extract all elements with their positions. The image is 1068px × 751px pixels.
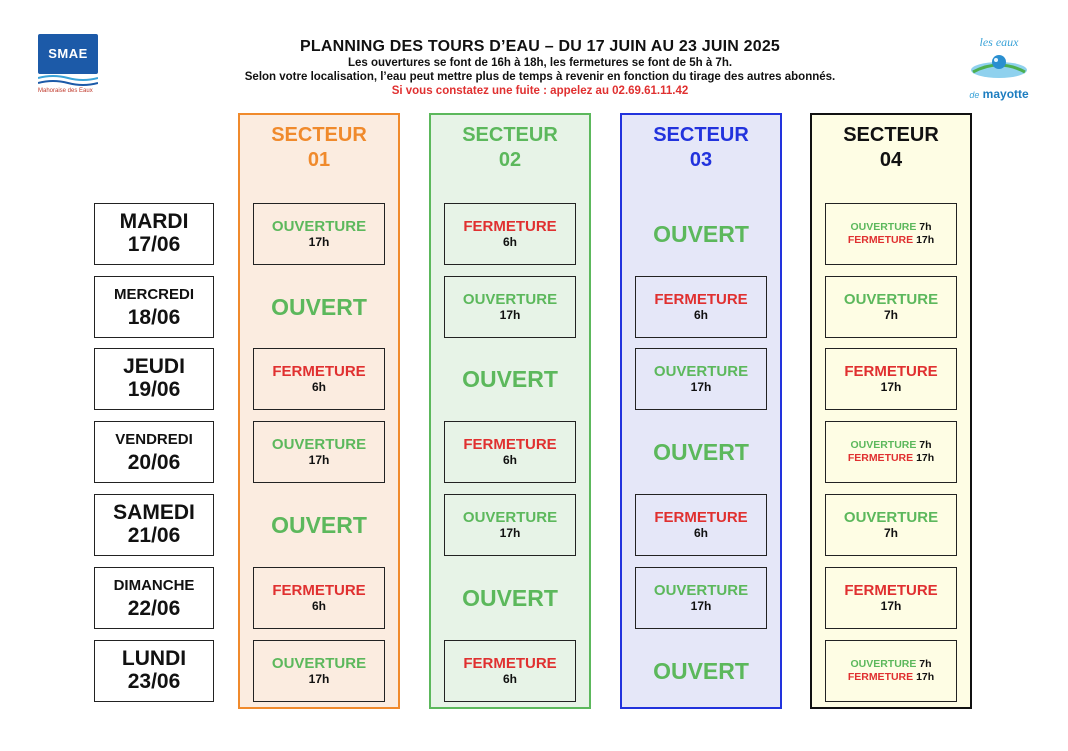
schedule-cell-double <box>825 421 957 483</box>
status-ouvert: OUVERT <box>653 439 749 465</box>
schedule-cell-fermeture <box>635 494 767 556</box>
schedule-cell-fermeture <box>444 640 576 702</box>
ouverture-hour: 7h <box>919 658 932 670</box>
schedule-cell-ouverture <box>253 203 385 265</box>
day-date: 22/06 <box>127 597 181 620</box>
ouverture-label: OUVERTURE <box>843 509 939 526</box>
smae-tagline: Mahoraise des Eaux <box>38 88 93 94</box>
day-name: JEUDI <box>123 355 185 378</box>
day-date: 21/06 <box>127 524 181 547</box>
leak-alert: Si vous constatez une fuite : appelez au 02.69.61.11.42 <box>391 85 689 97</box>
schedule-cell-double <box>825 640 957 702</box>
sector-number: 03 <box>689 149 713 171</box>
fermeture-hour: 6h <box>693 308 708 322</box>
day-date: 17/06 <box>127 233 181 256</box>
sector-label: SECTEUR <box>271 124 367 146</box>
schedule-cell-ouverture <box>825 276 957 338</box>
fermeture-label: FERMETURE <box>847 234 914 246</box>
ouverture-hour: 7h <box>919 221 932 233</box>
sector-number: 01 <box>307 149 331 171</box>
sector-number: 02 <box>498 149 522 171</box>
schedule-cell-fermeture <box>635 276 767 338</box>
day-label-dimanche <box>94 567 214 629</box>
schedule-cell-ouverture <box>253 421 385 483</box>
day-date: 18/06 <box>127 306 181 329</box>
ouverture-label: OUVERTURE <box>271 655 367 672</box>
schedule-cell-fermeture <box>825 348 957 410</box>
page-title: PLANNING DES TOURS D’EAU – DU 17 JUIN AU 23 JUIN 2025 <box>299 38 781 55</box>
fermeture-label: FERMETURE <box>463 218 557 235</box>
day-date: 20/06 <box>127 451 181 474</box>
fermeture-hour: 17h <box>916 234 935 246</box>
ouverture-label: OUVERTURE <box>462 291 558 308</box>
eaux-logo-mayotte: mayotte <box>982 87 1029 101</box>
schedule-cell-ouverture <box>444 276 576 338</box>
day-date: 23/06 <box>127 670 181 693</box>
day-label-vendredi <box>94 421 214 483</box>
ouverture-line <box>850 658 931 671</box>
ouverture-label: OUVERTURE <box>850 658 917 670</box>
sector-label: SECTEUR <box>653 124 749 146</box>
schedule-cell-ouverture <box>635 348 767 410</box>
ouverture-hour: 17h <box>690 599 712 613</box>
sector-number: 04 <box>879 149 903 171</box>
schedule-cell-fermeture <box>444 421 576 483</box>
eaux-logo-prefix: de <box>969 90 980 100</box>
schedule-cell-ouverture <box>825 494 957 556</box>
ouverture-label: OUVERTURE <box>653 582 749 599</box>
day-name: SAMEDI <box>113 501 195 524</box>
fermeture-label: FERMETURE <box>844 363 938 380</box>
ouverture-line <box>850 221 931 234</box>
day-label-mardi <box>94 203 214 265</box>
fermeture-label: FERMETURE <box>272 582 366 599</box>
smae-logo-mark: SMAE <box>38 34 98 74</box>
fermeture-line <box>848 234 934 247</box>
ouverture-hour: 17h <box>308 672 330 686</box>
status-ouvert: OUVERT <box>271 512 367 538</box>
status-ouvert: OUVERT <box>271 294 367 320</box>
day-name: LUNDI <box>121 647 187 670</box>
fermeture-hour: 6h <box>502 672 517 686</box>
fermeture-label: FERMETURE <box>844 582 938 599</box>
fermeture-label: FERMETURE <box>847 671 914 683</box>
sector-02-heading <box>431 123 589 173</box>
fermeture-hour: 6h <box>311 599 326 613</box>
status-ouvert: OUVERT <box>462 366 558 392</box>
sector-04-heading <box>812 123 970 173</box>
sector-01-heading <box>240 123 398 173</box>
ouverture-hour: 17h <box>308 453 330 467</box>
day-label-jeudi <box>94 348 214 410</box>
ouverture-label: OUVERTURE <box>653 363 749 380</box>
fermeture-label: FERMETURE <box>847 452 914 464</box>
eaux-logo-line1: les eaux <box>979 35 1019 49</box>
sector-label: SECTEUR <box>462 124 558 146</box>
status-ouvert: OUVERT <box>653 658 749 684</box>
wave-icon <box>38 74 98 88</box>
schedule-cell-ouverture <box>253 640 385 702</box>
status-ouvert: OUVERT <box>653 221 749 247</box>
eaux-logo-line2 <box>965 87 1033 102</box>
schedule-cell-fermeture <box>825 567 957 629</box>
fermeture-label: FERMETURE <box>463 655 557 672</box>
day-label-samedi <box>94 494 214 556</box>
schedule-cell-fermeture <box>253 567 385 629</box>
fermeture-hour: 6h <box>693 526 708 540</box>
day-name: MARDI <box>119 210 189 233</box>
smae-logo <box>38 34 98 98</box>
fermeture-line <box>848 452 934 465</box>
schedule-cell-ouverture <box>444 494 576 556</box>
delay-info: Selon votre localisation, l’eau peut mettre plus de temps à revenir en fonction du tirage des autres abonnés. <box>244 71 836 83</box>
day-name: DIMANCHE <box>113 577 195 594</box>
schedule-cell-double <box>825 203 957 265</box>
ouverture-hour: 17h <box>499 308 521 322</box>
fermeture-label: FERMETURE <box>463 436 557 453</box>
fermeture-label: FERMETURE <box>654 291 748 308</box>
ouverture-label: OUVERTURE <box>843 291 939 308</box>
ouverture-label: OUVERTURE <box>850 439 917 451</box>
fermeture-hour: 17h <box>880 380 902 394</box>
sector-label: SECTEUR <box>843 124 939 146</box>
fermeture-hour: 17h <box>916 452 935 464</box>
ouverture-hour: 17h <box>308 235 330 249</box>
water-drop-icon <box>969 48 1029 82</box>
ouverture-label: OUVERTURE <box>271 218 367 235</box>
fermeture-line <box>848 671 934 684</box>
sector-03-heading <box>622 123 780 173</box>
fermeture-label: FERMETURE <box>654 509 748 526</box>
day-name: VENDREDI <box>115 431 193 448</box>
day-label-lundi <box>94 640 214 702</box>
ouverture-label: OUVERTURE <box>271 436 367 453</box>
ouverture-label: OUVERTURE <box>850 221 917 233</box>
ouverture-hour: 7h <box>919 439 932 451</box>
ouverture-hour: 17h <box>499 526 521 540</box>
schedule-cell-fermeture <box>444 203 576 265</box>
fermeture-label: FERMETURE <box>272 363 366 380</box>
ouverture-label: OUVERTURE <box>462 509 558 526</box>
ouverture-hour: 7h <box>883 308 898 322</box>
header <box>140 38 940 98</box>
fermeture-hour: 6h <box>311 380 326 394</box>
fermeture-hour: 17h <box>880 599 902 613</box>
ouverture-line <box>850 439 931 452</box>
schedule-cell-fermeture <box>253 348 385 410</box>
status-ouvert: OUVERT <box>462 585 558 611</box>
schedule-cell-ouverture <box>635 567 767 629</box>
fermeture-hour: 17h <box>916 671 935 683</box>
day-date: 19/06 <box>127 378 181 401</box>
eaux-de-mayotte-logo <box>965 36 1033 102</box>
day-label-mercredi <box>94 276 214 338</box>
schedule-info: Les ouvertures se font de 16h à 18h, les fermetures se font de 5h à 7h. <box>347 57 733 69</box>
fermeture-hour: 6h <box>502 235 517 249</box>
ouverture-hour: 17h <box>690 380 712 394</box>
ouverture-hour: 7h <box>883 526 898 540</box>
day-name: MERCREDI <box>113 286 194 303</box>
fermeture-hour: 6h <box>502 453 517 467</box>
